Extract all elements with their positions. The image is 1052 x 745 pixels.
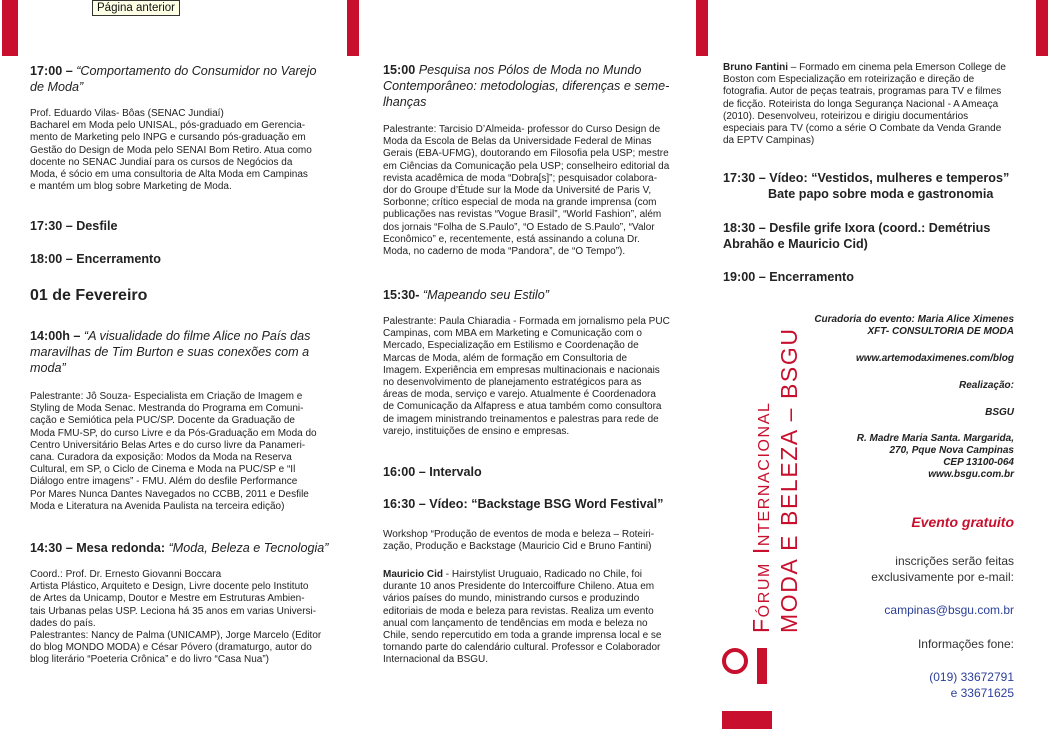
bio-line: Chile, sendo repercutido em toda a grande imprensa local e se [383, 630, 662, 642]
bio-line: áreas de moda, serviço e varejo. Atualmente é Coordenadora [383, 389, 656, 401]
accent-bar-col1-left [2, 0, 18, 56]
bio-line: Imagem. Experiência em empresas multinacionais e nacionais [383, 364, 660, 376]
session-1730-desfile: 17:30 – Desfile [30, 219, 118, 233]
signup-info [871, 553, 1014, 585]
credits-realizacao: Realização: [958, 380, 1014, 391]
bio-line: revista acadêmica de moda “Dobra[s]”; pesquisador colabora- [383, 172, 658, 184]
bio-line: editoriais de moda e beleza para revistas. Realiza um evento [383, 605, 654, 617]
session-1730-subtitle: Bate papo sobre moda e gastronomia [768, 187, 994, 201]
signup-line: exclusivamente por e-mail: [871, 570, 1014, 584]
session-1500-time: 15:00 [383, 63, 416, 77]
session-1730-video [723, 170, 1043, 202]
session-1700-bio [30, 108, 335, 193]
bio-line: do blog MONDO MODA) e César Póvero (dramaturgo, autor do [30, 642, 312, 654]
bio-line: Cultural, em SP, o Ciclo de Cinema e Moda na PUC/SP e “Il [30, 464, 296, 476]
session-1430 [30, 540, 340, 556]
speaker-line: Prof. Eduardo Vilas- Bôas (SENAC Jundiaí) [30, 108, 224, 119]
credit-line: Curadoria do evento: Maria Alice Ximenes [814, 314, 1014, 325]
bio-line: Palestrante: Paula Chiaradia - Formada em jornalismo pela PUC [383, 316, 670, 327]
session-1430-bio [30, 569, 335, 667]
session-1530-time: 15:30- [383, 288, 420, 302]
logo-ring-icon [722, 648, 748, 674]
bio-line: de ficção. Roteirista do longa Segurança Nacional - A Ameaça [723, 98, 999, 110]
credit-line: XFT- CONSULTORIA DE MODA [867, 326, 1014, 337]
accent-bar-col1-right [347, 0, 359, 56]
session-1400-title-3: moda” [30, 361, 66, 375]
bio-line: Moda, é sócio em uma consultoria de Alta Moda em Campinas [30, 169, 308, 181]
bio-line: anual com lançamento de tendências em moda e beleza no [383, 617, 648, 629]
accent-bar-bottom [722, 711, 772, 729]
bio-line: docente no SENAC Jundiaí para os cursos de Negócios da [30, 156, 293, 168]
bio-line: Mercado, Especialização em Estilismo e Coordenação de [383, 340, 639, 352]
bio-line: Palestrante: Tarcisio D’Almeida- professor do Curso Design de [383, 124, 661, 135]
bio-line: Styling de Moda Senac. Mestranda do Programa em Comuni- [30, 403, 304, 415]
session-1400 [30, 328, 340, 376]
bio-line: Boston com Especialização em roteirização e direção de [723, 74, 975, 86]
bruno-fantini-bio [723, 62, 1033, 147]
bio-line: especiais para TV (como a série O Combate da Venda Grande [723, 123, 1002, 135]
bio-line: Artista Plástico, Arquiteto e Design, Livre docente pelo Instituto [30, 581, 309, 593]
address-line: R. Madre Maria Santa. Margarida, [856, 433, 1014, 444]
phone-number-2: e 33671625 [950, 686, 1014, 700]
bio-line: cana. Curadora da exposição: Modos da Moda na Reserva [30, 452, 292, 464]
session-1700-time: 17:00 – [30, 64, 73, 78]
bio-line: de imagem ministrando treinamentos e palestras para rede de [383, 413, 659, 425]
bio-line-text: – Formado em cinema pela Emerson College de [788, 62, 1006, 73]
session-1530-title: “Mapeando seu Estilo” [422, 288, 549, 302]
forum-title-line2: MODA E BELEZA – BSGU [776, 327, 802, 633]
bio-line: tornando parte do calendário cultural. Professor e Colaborador [383, 642, 661, 654]
bio-line: cação e Semiótica pela PUC/SP. Docente da Graduação de [30, 415, 295, 427]
credits-address [857, 433, 1014, 481]
mauricio-cid-name: Mauricio Cid [383, 569, 444, 580]
forum-title-line1: Fórum Internacional [748, 401, 774, 633]
session-1830-title-2: Abrahão e Mauricio Cid) [723, 237, 868, 251]
bio-line: Gerais (EBA-UFMG), doutorando em Filosofia pela USP; mestre [383, 148, 669, 160]
bio-line: zação, Produção e Backstage (Mauricio Cid e Bruno Fantini) [383, 541, 652, 553]
workshop-text [383, 529, 688, 553]
session-1630-video: 16:30 – Vídeo: “Backstage BSG Word Festival” [383, 497, 664, 511]
bio-line: (2010). Desenvolveu, roteirizou e dirigiu documentários [723, 110, 969, 122]
session-1400-title-2: maravilhas de Tim Burton e suas conexões com a [30, 345, 310, 359]
bio-line: Gestão do Design de Moda pelo SENAI Bom Retiro. Atua como [30, 144, 312, 156]
signup-line: inscrições serão feitas [895, 554, 1014, 568]
bio-line: Econômico” e, recentemente, está assinando a coluna Dr. [383, 233, 640, 245]
bruno-fantini-name: Bruno Fantini [723, 62, 788, 73]
bio-line: blog literário “Poeteria Crônica” e do livro “Casa Nua”) [30, 654, 269, 666]
bio-line: Campinas, com MBA em Marketing e Comunicação com o [383, 328, 642, 340]
session-1400-title: “A visualidade do filme Alice no País das [83, 329, 311, 343]
session-1600-intervalo: 16:00 – Intervalo [383, 465, 482, 479]
session-1530 [383, 287, 683, 303]
session-1730-title: 17:30 – Vídeo: “Vestidos, mulheres e temperos” [723, 171, 1010, 185]
previous-page-tooltip: Página anterior [92, 0, 180, 16]
bio-line [723, 62, 1033, 74]
session-1800-encerramento: 18:00 – Encerramento [30, 252, 161, 266]
bio-line: dor do Groupe d’Étude sur la Mode da Université de Paris V, [383, 185, 652, 197]
address-line: CEP 13100-064 [943, 457, 1014, 468]
session-1500-title: Pesquisa nos Pólos de Moda no Mundo [418, 63, 642, 77]
bio-line: e mantém um blog sobre Marketing de Moda. [30, 181, 232, 193]
email-link[interactable]: campinas@bsgu.com.br [884, 603, 1014, 617]
bio-line [383, 569, 693, 581]
bio-line: Sorbonne; crítico especial de moda na grande imprensa (com [383, 197, 657, 209]
free-event-label: Evento gratuito [911, 514, 1014, 530]
bio-line: Coord.: Prof. Dr. Ernesto Giovanni Boccara [30, 569, 222, 580]
bio-line: fotografia. Autor de peças teatrais, programas para TV e filmes [723, 86, 1002, 98]
bio-line: em Ciências da Comunicação pela USP; conselheiro editorial da [383, 160, 670, 172]
phone-number-1: (019) 33672791 [929, 670, 1014, 684]
bio-line: de Comunicação da Alfapress e atua também como consultora [383, 401, 662, 413]
session-1430-time: 14:30 – Mesa redonda: [30, 541, 166, 555]
website-link[interactable]: www.bsgu.com.br [928, 469, 1014, 480]
bio-line: Bacharel em Moda pelo UNISAL, pós-graduado em Gerencia- [30, 120, 306, 132]
bio-line: no desenvolvimento de planejamento estratégicos para as [383, 377, 642, 389]
session-1500-title-2: Contemporâneo: metodologias, diferenças e seme- [383, 79, 670, 93]
bio-line-text: - Hairstylist Uruguaio, Radicado no Chile, foi [443, 569, 642, 580]
bio-line: vários países do mundo, ministrando cursos e produzindo [383, 593, 640, 605]
bio-line: Por Mares Nunca Dantes Navegados no CCBB, 2011 e Desfile [30, 488, 309, 500]
bio-line: Moda da Escola de Belas da Universidade Federal de Minas [383, 136, 652, 148]
bio-line: publicações nas revistas “Vogue Brasil”, “World Fashion”, além [383, 209, 662, 221]
phone-label: Informações fone: [917, 637, 1014, 651]
mauricio-cid-bio [383, 569, 693, 667]
bio-line: Diálogo entre imagens” - FMU. Além do desfile Performance [30, 476, 298, 488]
session-1530-bio [383, 316, 688, 438]
bio-line: Moda, no caderno de moda “Pandora”, de “O Tempo”). [383, 246, 626, 258]
bio-line: durante 10 anos Presidente do Intercoiffure Chileno. Atua em [383, 581, 655, 593]
bio-line: Internacional da BSGU. [383, 654, 489, 666]
address-line: 270, Pque Nova Campinas [889, 445, 1014, 456]
bio-line: Marcas de Moda, além de formação em Consultoria de [383, 352, 628, 364]
bio-line: da EPTV Campinas) [723, 135, 815, 147]
session-1500 [383, 62, 683, 110]
session-1900-encerramento: 19:00 – Encerramento [723, 270, 854, 284]
bio-line: mento de Marketing pelo INPG e cursando pós-graduação em [30, 132, 306, 144]
bio-line: Workshop “Produção de eventos de moda e beleza – Roteiri- [383, 529, 655, 540]
session-1700 [30, 63, 330, 95]
bio-line: tais Urbanas pelas USP. Leciona há 35 anos em varias Universi- [30, 605, 317, 617]
bio-line: dades do país. [30, 617, 96, 629]
bio-line: Moda FMU-SP, do curso Livre e da Pós-Graduação em Moda do [30, 427, 317, 439]
credits-blog-link[interactable]: www.artemodaximenes.com/blog [855, 353, 1014, 364]
bio-line: Centro Universitário Belas Artes e do curso livre da Panameri- [30, 439, 306, 451]
session-1500-title-3: lhanças [383, 95, 427, 109]
bio-line: varejo, instituições de ensino e empresas. [383, 425, 570, 437]
bio-line: Palestrante: Jô Souza- Especialista em Criação de Imagem e [30, 391, 303, 402]
bio-line: Palestrantes: Nancy de Palma (UNICAMP), Jorge Marcelo (Editor [30, 630, 322, 642]
session-1430-title: “Moda, Beleza e Tecnologia” [168, 541, 329, 555]
accent-bar-col3-left [696, 0, 708, 56]
session-1700-title-2: de Moda” [30, 80, 84, 94]
bio-line: dos jornais “Folha de S.Paulo”, “O Estado de S.Paulo”, “Valor [383, 221, 655, 233]
credits-curadoria [814, 314, 1014, 338]
session-1830-title: 18:30 – Desfile grife Ixora (coord.: Demétrius [723, 221, 991, 235]
session-1400-bio [30, 391, 335, 513]
accent-bar-col3-right [1036, 0, 1048, 56]
credits-bsgu: BSGU [985, 407, 1014, 418]
session-1700-title: “Comportamento do Consumidor no Varejo [76, 64, 317, 78]
session-1500-bio [383, 124, 688, 258]
date-heading: 01 de Fevereiro [30, 287, 148, 304]
session-1400-time: 14:00h – [30, 329, 81, 343]
bio-line: Moda e Literatura na Avenida Paulista na terceira edição) [30, 500, 285, 512]
logo-bar-icon [757, 648, 767, 684]
bio-line: de Artes da Unicamp, Doutor e Mestre em Estruturas Ambien- [30, 593, 305, 605]
session-1830-desfile [723, 220, 1043, 252]
